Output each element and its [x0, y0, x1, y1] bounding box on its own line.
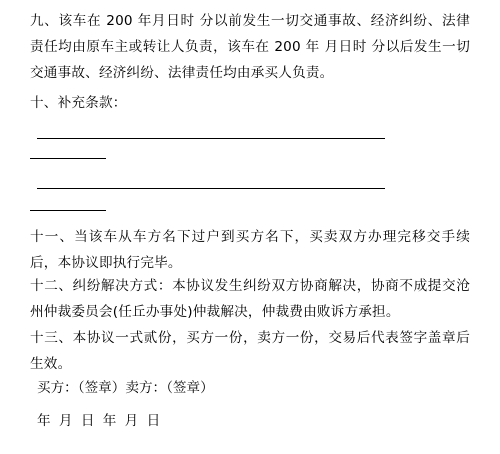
date-line: 年 月 日 年 月 日 — [37, 413, 163, 429]
supplement-blank-line-2b — [30, 210, 106, 211]
clause-12: 十二、纠纷解决方式：本协议发生纠纷双方协商解决，协商不成提交沧州仲裁委员会(任丘办事处)仲裁解决，仲裁费由败诉方承担。 — [30, 278, 470, 320]
supplement-blank-line-1b — [30, 158, 106, 159]
clause-13: 十三、本协议一式贰份，买方一份，卖方一份，交易后代表签字盖章后生效。 — [30, 330, 470, 372]
clause-11: 十一、当该车从车方名下过户到买方名下，买卖双方办理完移交手续后，本协议即执行完毕。 — [30, 229, 470, 271]
supplement-blank-line-2a — [37, 188, 385, 189]
clause-9: 九、该车在 200 年月日时 分以前发生一切交通事故、经济纠纷、法律责任均由原车主或转让人负责，该车在 200 年 月日时 分以后发生一切交通事故、经济纠纷、法律责任均由承买人负责。 — [30, 13, 470, 81]
signature-line: 买方：（签章）卖方：（签章） — [37, 380, 214, 396]
supplement-blank-line-1a — [37, 138, 385, 139]
clause-10-heading: 十、补充条款： — [30, 95, 127, 111]
